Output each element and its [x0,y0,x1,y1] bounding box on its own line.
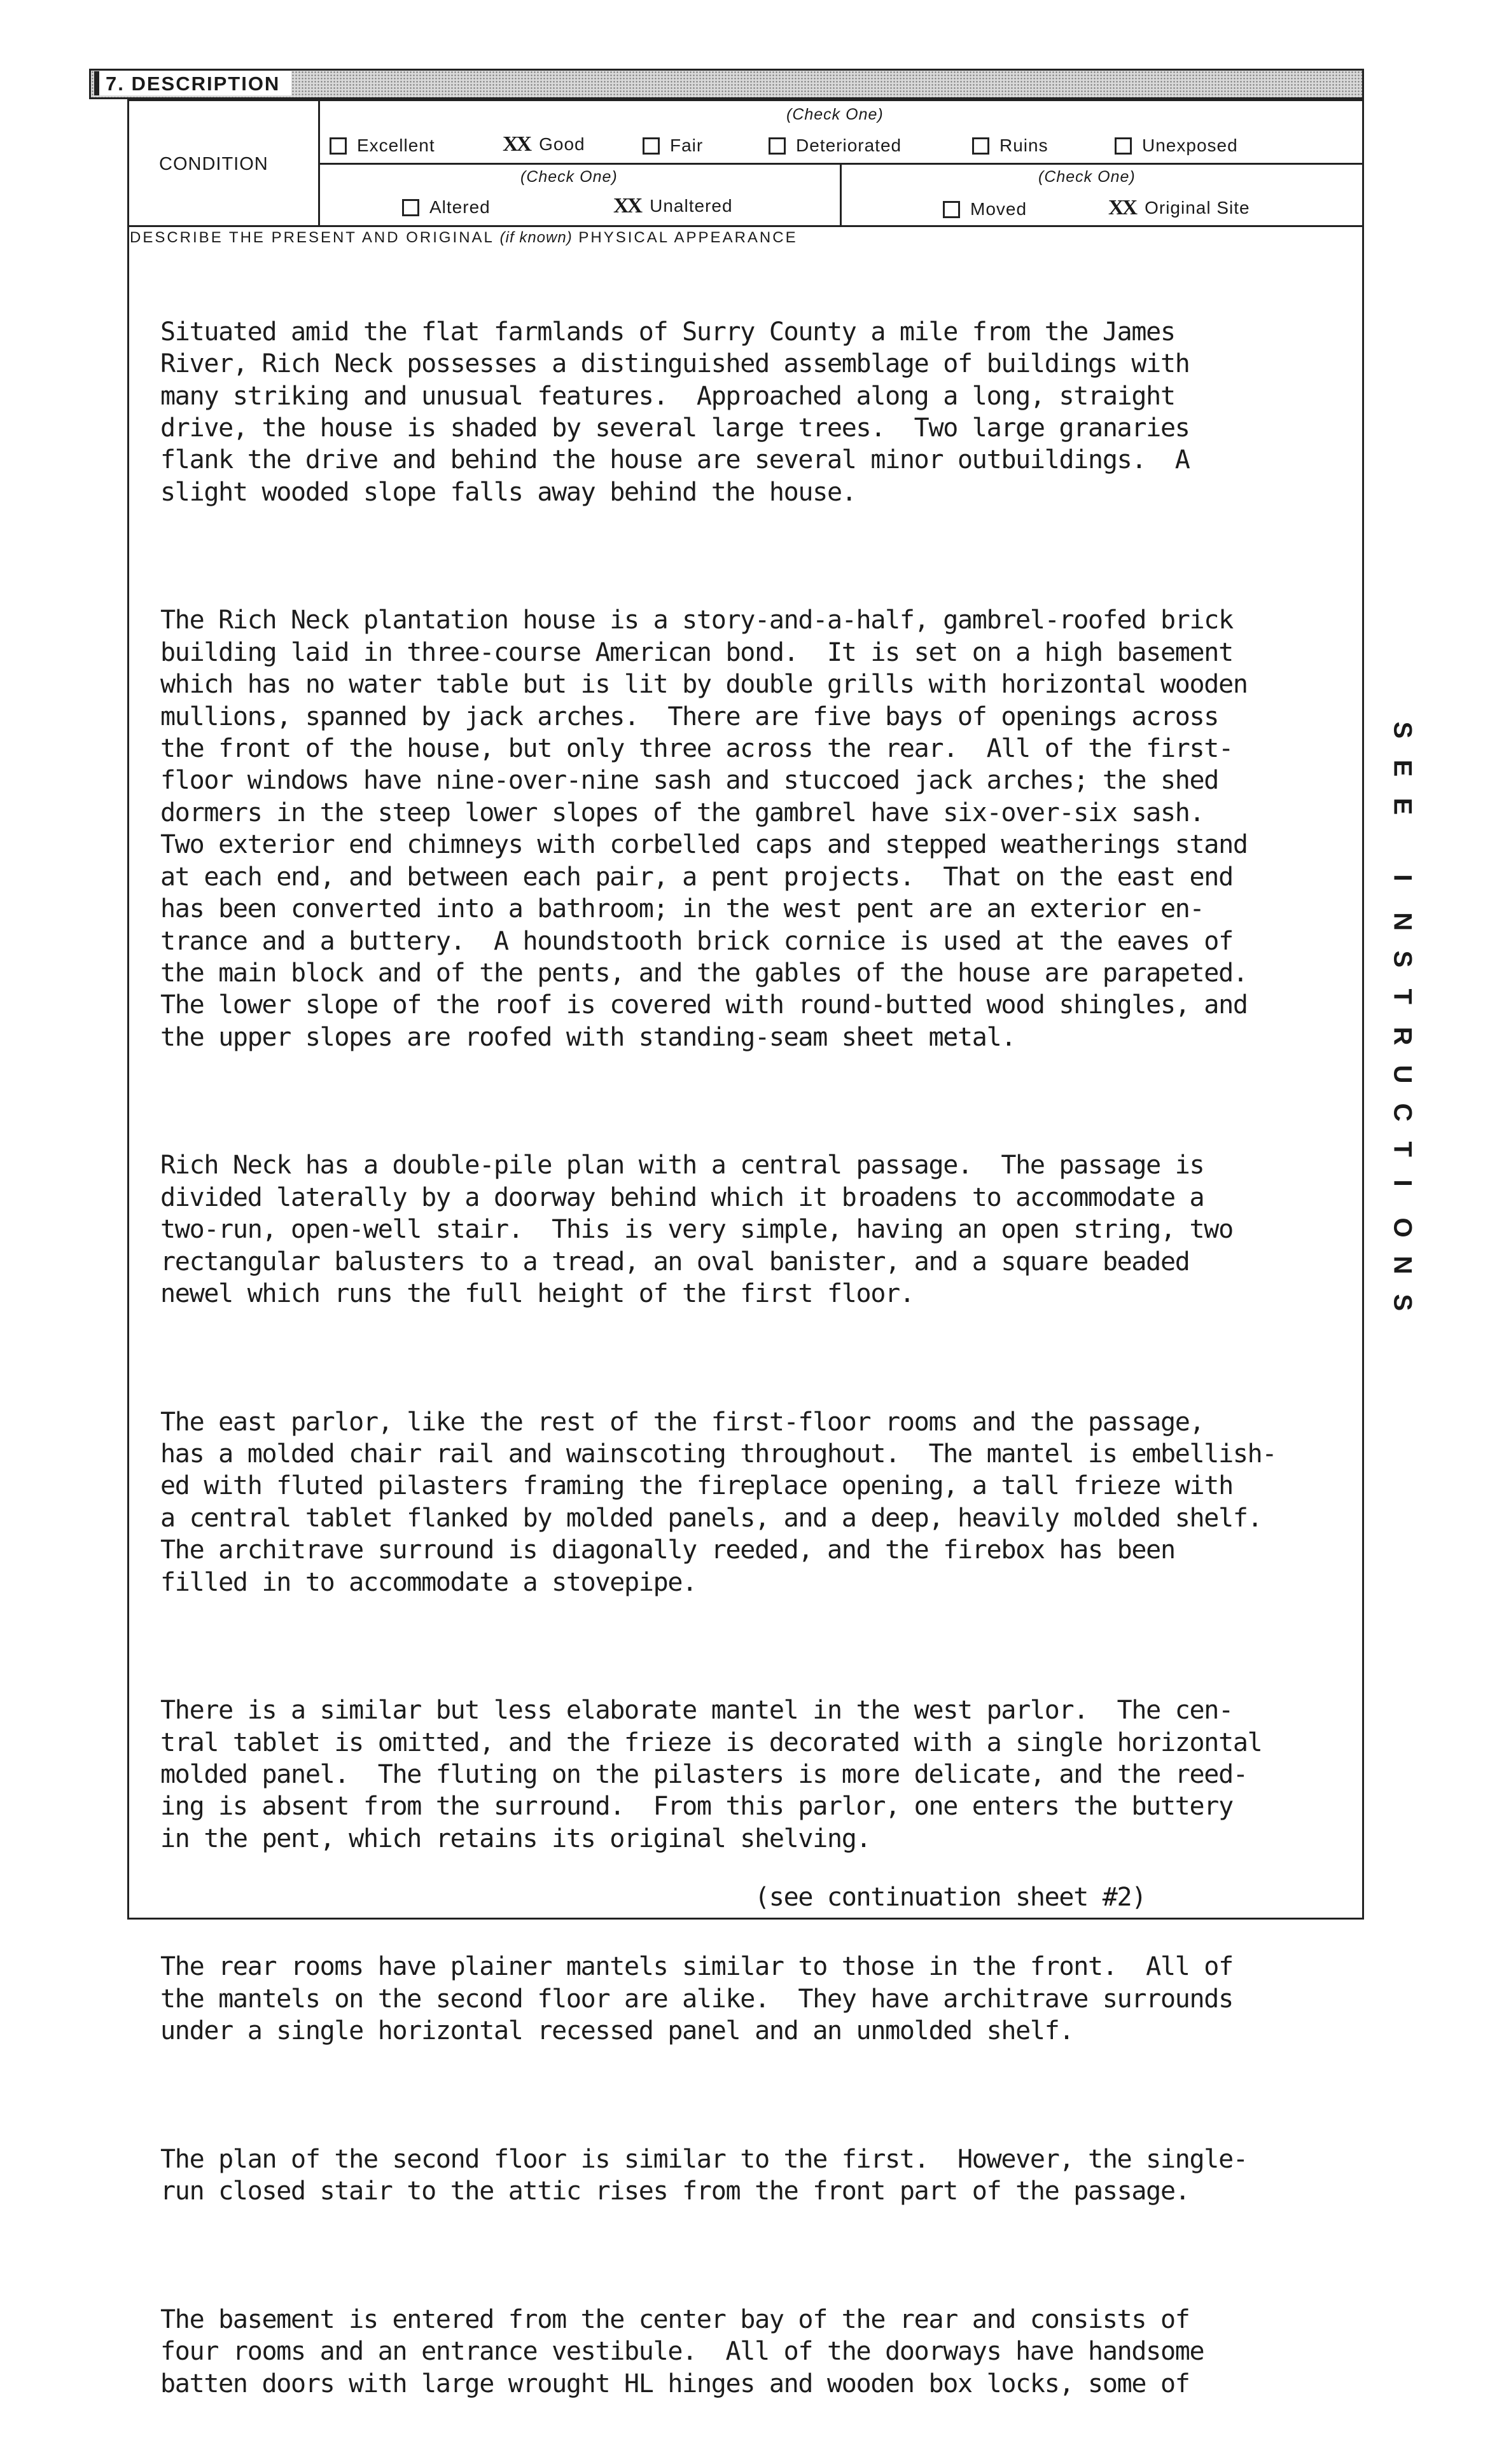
side-note-letters [1389,712,1417,1323]
condition-mid-divider [840,163,842,226]
option-unexposed[interactable] [1115,135,1238,156]
continuation-note: (see continuation sheet #2) [755,1883,1146,1912]
checkbox-marked[interactable]: XX [503,132,531,156]
side-note-letter: I [1389,874,1417,882]
check-one-note: (Check One) [520,168,618,186]
side-note-gap [1393,827,1412,865]
side-note-letter: N [1389,1256,1417,1275]
side-note-letter: S [1389,1294,1417,1312]
option-fair[interactable] [643,135,703,156]
checkbox[interactable] [943,201,960,218]
describe-label: DESCRIBE THE PRESENT AND ORIGINAL (if known) PHYSICAL APPEARANCE [130,229,798,246]
option-label: Fair [670,135,704,155]
option-ruins[interactable] [972,135,1048,156]
checkbox[interactable] [769,137,786,155]
option-label: Unaltered [650,196,733,216]
side-note-letter: O [1389,1217,1417,1238]
option-moved[interactable] [943,199,1027,219]
condition-bottom-divider [127,225,1364,227]
side-note-letter: C [1389,1103,1417,1122]
option-unaltered[interactable] [613,194,733,218]
option-good[interactable] [503,132,585,156]
paragraph: The Rich Neck plantation house is a story-and-a-half, gambrel-roofed brick building laid in three-course American bond. It is set on a high basement which has no water table but is lit by double grills with horizontal wooden mullions, spanned by jack arches. There are five bays of openings across the front of the house, but only three across the rear. All of the first- floor windows have nine-over-nine sash and stuccoed jack arches; the shed dormers in the steep lower slopes of the gambrel have six-over-six sash. Two exterior end chimneys with corbelled caps and stepped weatherings stand at each end, and between each pair, a pent projects. That on the east end has been converted into a bathroom; in the west pent are an exterior en- trance and a buttery. A houndstooth brick cornice is used at the eaves of the main block and of the pents, and the gables of the house are parapeted. The lower slope of the roof is covered with round-butted wood shingles, and the upper slopes are roofed with standing-seam sheet metal. [160,606,1248,1052]
checkbox-marked[interactable]: XX [1108,196,1136,219]
option-label: Good [539,134,585,154]
side-note-letter: N [1389,912,1417,931]
side-note-letter: E [1389,759,1417,777]
option-deteriorated[interactable] [769,135,902,156]
paragraph: The east parlor, like the rest of the first-floor rooms and the passage, has a molded chair rail and wainscoting throughout. The mantel is embellish- ed with fluted pilasters framing the fireplace opening, a tall frieze with a central tablet flanked by molded panels, and a deep, heavily molded shelf. The architrave surround is diagonally reeded, and the firebox has been filled in to accommodate a stovepipe. [160,1407,1277,1597]
frame-top [127,99,1364,101]
check-one-note: (Check One) [1038,168,1136,186]
paragraph: The basement is entered from the center bay of the rear and consists of four rooms and an entrance vestibule. All of the doorways have handsome batten doors with large wrought HL hinges and wooden box locks, some of [160,2304,1204,2398]
option-label: Altered [429,197,491,217]
side-note-word2 [1387,712,1388,713]
option-label: Original Site [1145,198,1250,218]
section-title: 7. DESCRIPTION [94,71,291,95]
option-label: Deteriorated [796,135,902,155]
paragraph: Rich Neck has a double-pile plan with a central passage. The passage is divided laterally by a doorway behind which it broadens to accommodate a two-run, open-well stair. This is very simple, having an open string, two rectangular balusters to a tread, an oval banister, and a square beaded newel which runs the full height of the first floor. [160,1151,1233,1308]
paragraph: The rear rooms have plainer mantels similar to those in the front. All of the mantels on the second floor are alike. They have architrave surrounds under a single horizontal recessed panel and an unmolded shelf. [160,1952,1233,2046]
checkbox[interactable] [402,199,419,216]
side-note-letter: E [1389,798,1417,815]
side-note-letter: S [1389,950,1417,968]
checkbox[interactable] [1115,137,1132,155]
side-note-letter: T [1389,988,1417,1004]
side-note-letter: S [1389,721,1417,739]
condition-label: CONDITION [159,154,268,174]
checkbox[interactable] [643,137,660,155]
see-instructions-side-note [1387,712,1419,1323]
checkbox-marked[interactable]: XX [613,194,641,218]
option-label: Ruins [999,135,1048,155]
paragraph: Situated amid the flat farmlands of Surry County a mile from the James River, Rich Neck possesses a distinguished assemblage of buildings with many striking and unusual features. Approached along a long, straight drive, the house is shaded by several large trees. Two large granaries flank the drive and behind the house are several minor outbuildings. A slight wooded slope falls away behind the house. [160,317,1190,507]
option-excellent[interactable] [330,135,435,156]
side-note-letter: U [1389,1065,1417,1084]
option-altered[interactable] [402,197,491,218]
checkbox[interactable] [330,137,347,155]
option-label: Unexposed [1142,135,1238,155]
description-body [160,252,1363,2464]
check-one-note: (Check One) [786,106,884,123]
paragraph: There is a similar but less elaborate mantel in the west parlor. The cen- tral tablet is omitted, and the frieze is decorated with a single horizontal molded panel. The fluting on the pilasters is more delicate, and the reed- ing is absent from the surround. From this parlor, one enters the buttery in the pent, which retains its original shelving. [160,1696,1262,1853]
paragraph: The plan of the second floor is similar to the first. However, the single- run closed stair to the attic rises from the front part of the passage. [160,2144,1248,2206]
option-original-site[interactable] [1108,196,1250,220]
option-label: Excellent [357,135,435,155]
side-note-letter: T [1389,1141,1417,1157]
frame-left [127,99,129,1920]
side-note-letter: R [1389,1027,1417,1046]
option-label: Moved [970,199,1027,219]
side-note-letter: I [1389,1179,1417,1187]
checkbox[interactable] [972,137,989,155]
